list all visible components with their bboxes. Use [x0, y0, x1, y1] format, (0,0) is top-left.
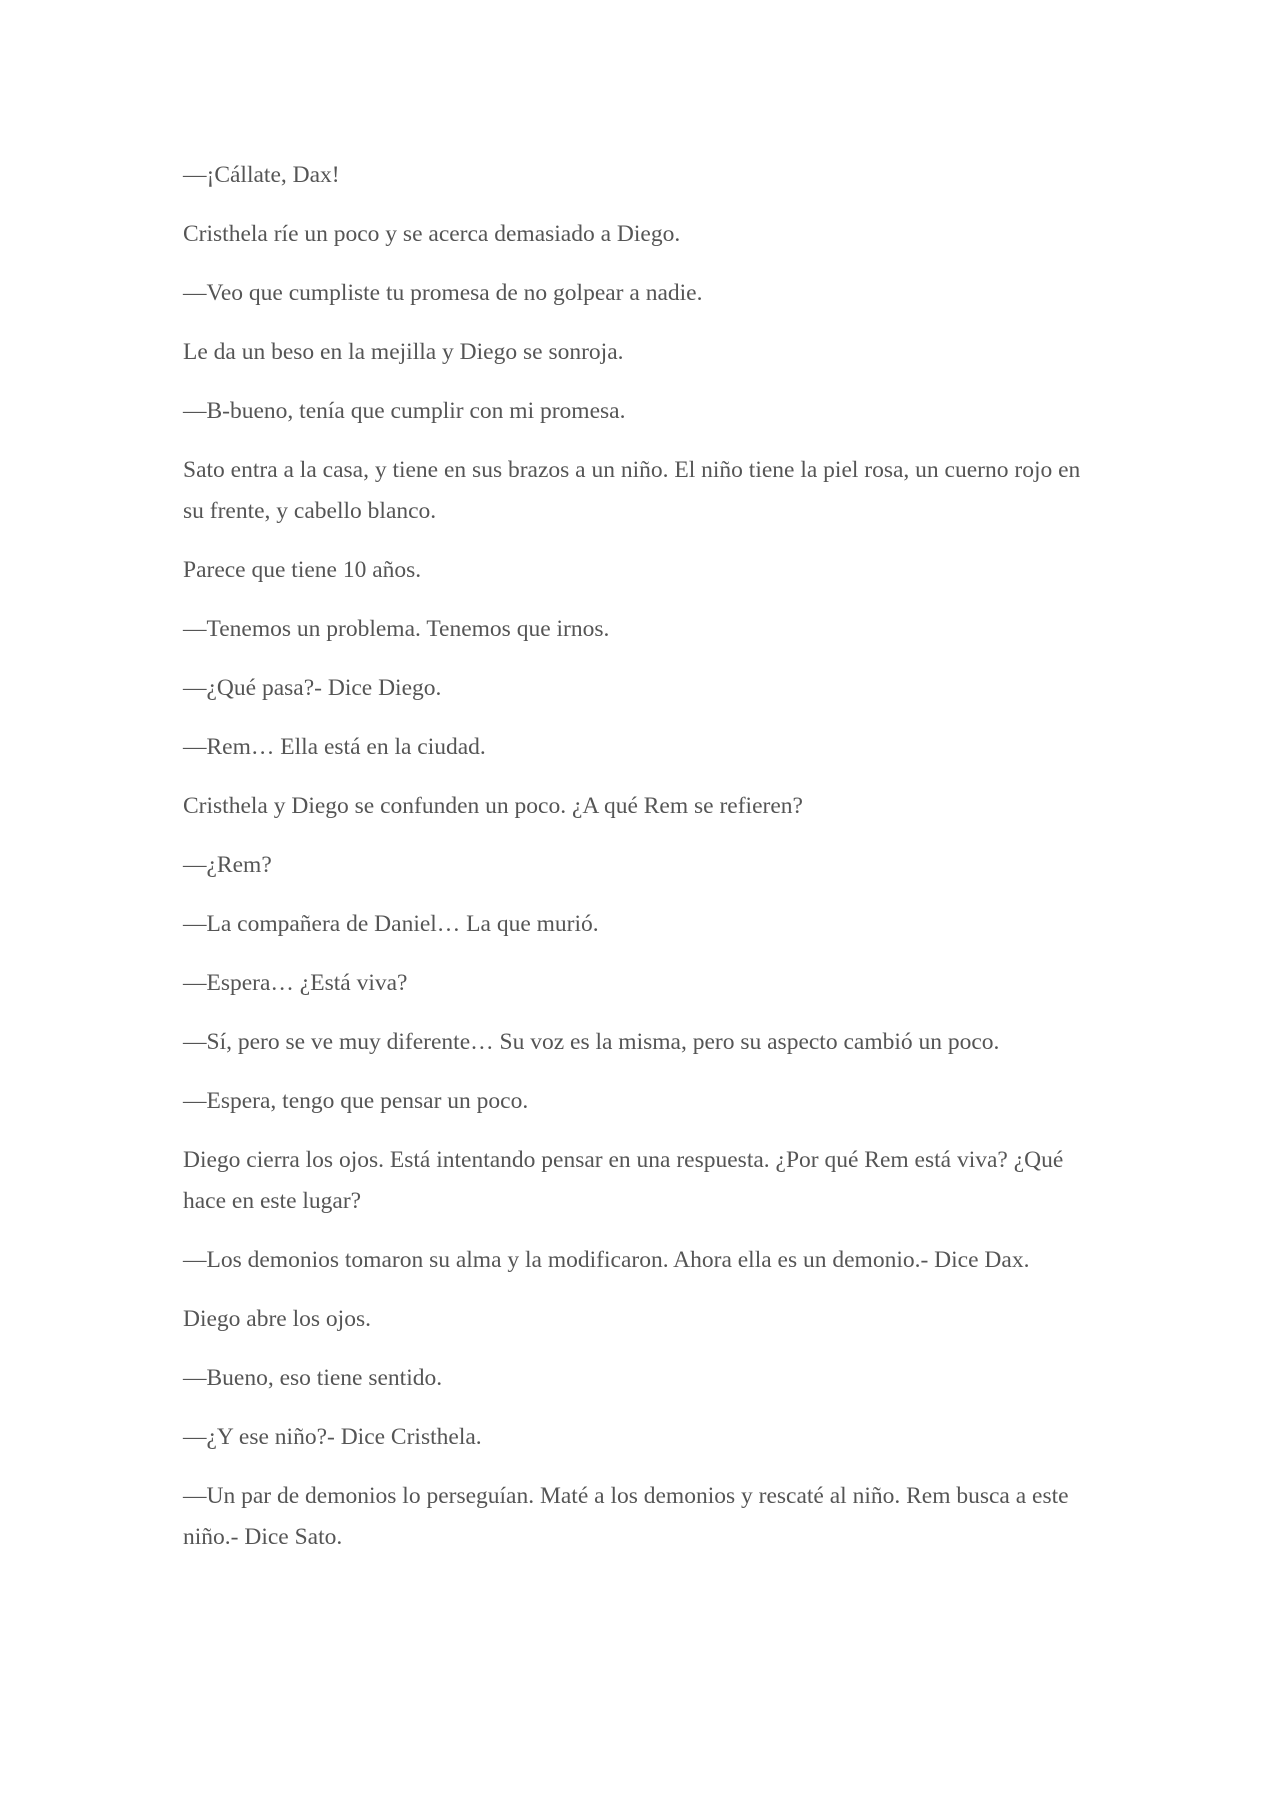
paragraph: Diego abre los ojos. [183, 1306, 371, 1332]
paragraph: —Espera… ¿Está viva? [183, 970, 408, 996]
paragraph: —¿Qué pasa?- Dice Diego. [183, 675, 442, 701]
paragraph: —Rem… Ella está en la ciudad. [183, 734, 486, 760]
paragraph: Sato entra a la casa, y tiene en sus brazos a un niño. El niño tiene la piel rosa, un cuerno rojo en su frente, y cabello blanco. [183, 457, 1081, 524]
paragraph: —Un par de demonios lo perseguían. Maté a los demonios y rescaté al niño. Rem busca a este niño.- Dice Sato. [183, 1483, 1069, 1550]
paragraph: —¿Y ese niño?- Dice Cristhela. [183, 1424, 482, 1450]
paragraph: —Sí, pero se ve muy diferente… Su voz es la misma, pero su aspecto cambió un poco. [183, 1029, 1000, 1055]
paragraph: Cristhela ríe un poco y se acerca demasiado a Diego. [183, 221, 681, 247]
document-body [183, 155, 1103, 1576]
paragraph: —Espera, tengo que pensar un poco. [183, 1088, 529, 1114]
paragraph: Le da un beso en la mejilla y Diego se sonroja. [183, 339, 624, 365]
paragraph: —¿Rem? [183, 852, 272, 878]
paragraph: Diego cierra los ojos. Está intentando pensar en una respuesta. ¿Por qué Rem está viva? ¿Qué hace en este lugar? [183, 1147, 1064, 1214]
paragraph: —Bueno, eso tiene sentido. [183, 1365, 443, 1391]
paragraph: —¡Cállate, Dax! [183, 162, 340, 188]
paragraph: —La compañera de Daniel… La que murió. [183, 911, 599, 937]
paragraph: —Los demonios tomaron su alma y la modificaron. Ahora ella es un demonio.- Dice Dax. [183, 1247, 1030, 1273]
paragraph: Parece que tiene 10 años. [183, 557, 422, 583]
paragraph: —Veo que cumpliste tu promesa de no golpear a nadie. [183, 280, 703, 306]
paragraph: —B-bueno, tenía que cumplir con mi promesa. [183, 398, 626, 424]
paragraph: Cristhela y Diego se confunden un poco. ¿A qué Rem se refieren? [183, 793, 803, 819]
paragraph: —Tenemos un problema. Tenemos que irnos. [183, 616, 610, 642]
